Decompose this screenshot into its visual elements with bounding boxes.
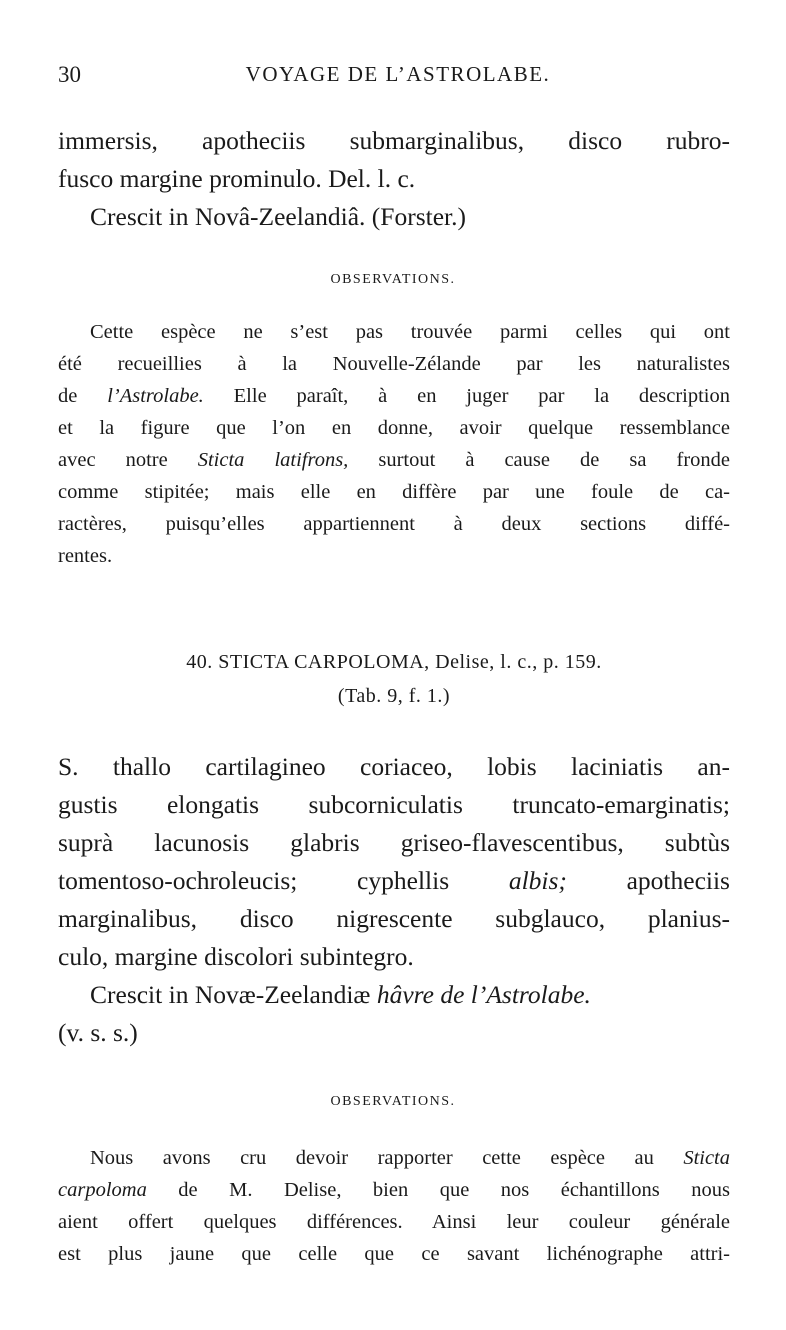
text-line: avec notre Sticta latifrons, surtout à cause de sa fronde: [58, 449, 730, 471]
text-line: gustis elongatis subcorniculatis truncato-emarginatis;: [58, 790, 730, 819]
text-line: carpoloma de M. Delise, bien que nos échantillons nous: [58, 1179, 730, 1201]
plate-reference: (Tab. 9, f. 1.): [337, 685, 451, 707]
observations-heading: OBSERVATIONS.: [330, 272, 456, 287]
text-line: de l’Astrolabe. Elle paraît, à en juger par la description: [58, 385, 730, 407]
species-description: [58, 748, 730, 1052]
text-line: marginalibus, disco nigrescente subglauco, planius-: [58, 904, 730, 933]
text-line: immersis, apotheciis submarginalibus, disco rubro-: [58, 126, 730, 155]
text-line: Crescit in Novæ-Zeelandiæ hâvre de l’Astrolabe.: [90, 980, 591, 1009]
text-line: Nous avons cru devoir rapporter cette espèce au Sticta: [90, 1147, 730, 1169]
text-line: et la figure que l’on en donne, avoir quelque ressemblance: [58, 417, 730, 439]
observations-paragraph: [58, 1142, 730, 1270]
text-line: été recueillies à la Nouvelle-Zélande par les naturalistes: [58, 353, 730, 375]
text-line: est plus jaune que celle que ce savant lichénographe attri-: [58, 1243, 730, 1265]
text-line: tomentoso-ochroleucis; cyphellis albis; apotheciis: [58, 866, 730, 895]
page-header: [58, 62, 738, 92]
species-heading: [58, 645, 730, 713]
page-number: 30: [58, 62, 81, 87]
continuation-paragraph: [58, 122, 730, 236]
text-line: fusco margine prominulo. Del. l. c.: [58, 164, 416, 193]
text-line: aient offert quelques différences. Ainsi leur couleur générale: [58, 1211, 730, 1233]
text-line: comme stipitée; mais elle en diffère par une foule de ca-: [58, 481, 730, 503]
observations-heading: OBSERVATIONS.: [330, 1094, 456, 1109]
observations-paragraph: [58, 316, 730, 572]
species-title: 40. STICTA CARPOLOMA, Delise, l. c., p. 159.: [186, 651, 602, 673]
text-line: S. thallo cartilagineo coriaceo, lobis laciniatis an-: [58, 752, 730, 781]
running-title: VOYAGE DE L’ASTROLABE.: [245, 62, 551, 86]
text-line: Cette espèce ne s’est pas trouvée parmi celles qui ont: [90, 321, 730, 343]
text-line: culo, margine discolori subintegro.: [58, 942, 414, 971]
text-line: Crescit in Novâ-Zeelandiâ. (Forster.): [90, 202, 467, 231]
text-line: suprà lacunosis glabris griseo-flavescentibus, subtùs: [58, 828, 730, 857]
text-line: rentes.: [58, 545, 113, 567]
text-line: ractères, puisqu’elles appartiennent à deux sections diffé-: [58, 513, 730, 535]
text-line: (v. s. s.): [58, 1018, 138, 1047]
